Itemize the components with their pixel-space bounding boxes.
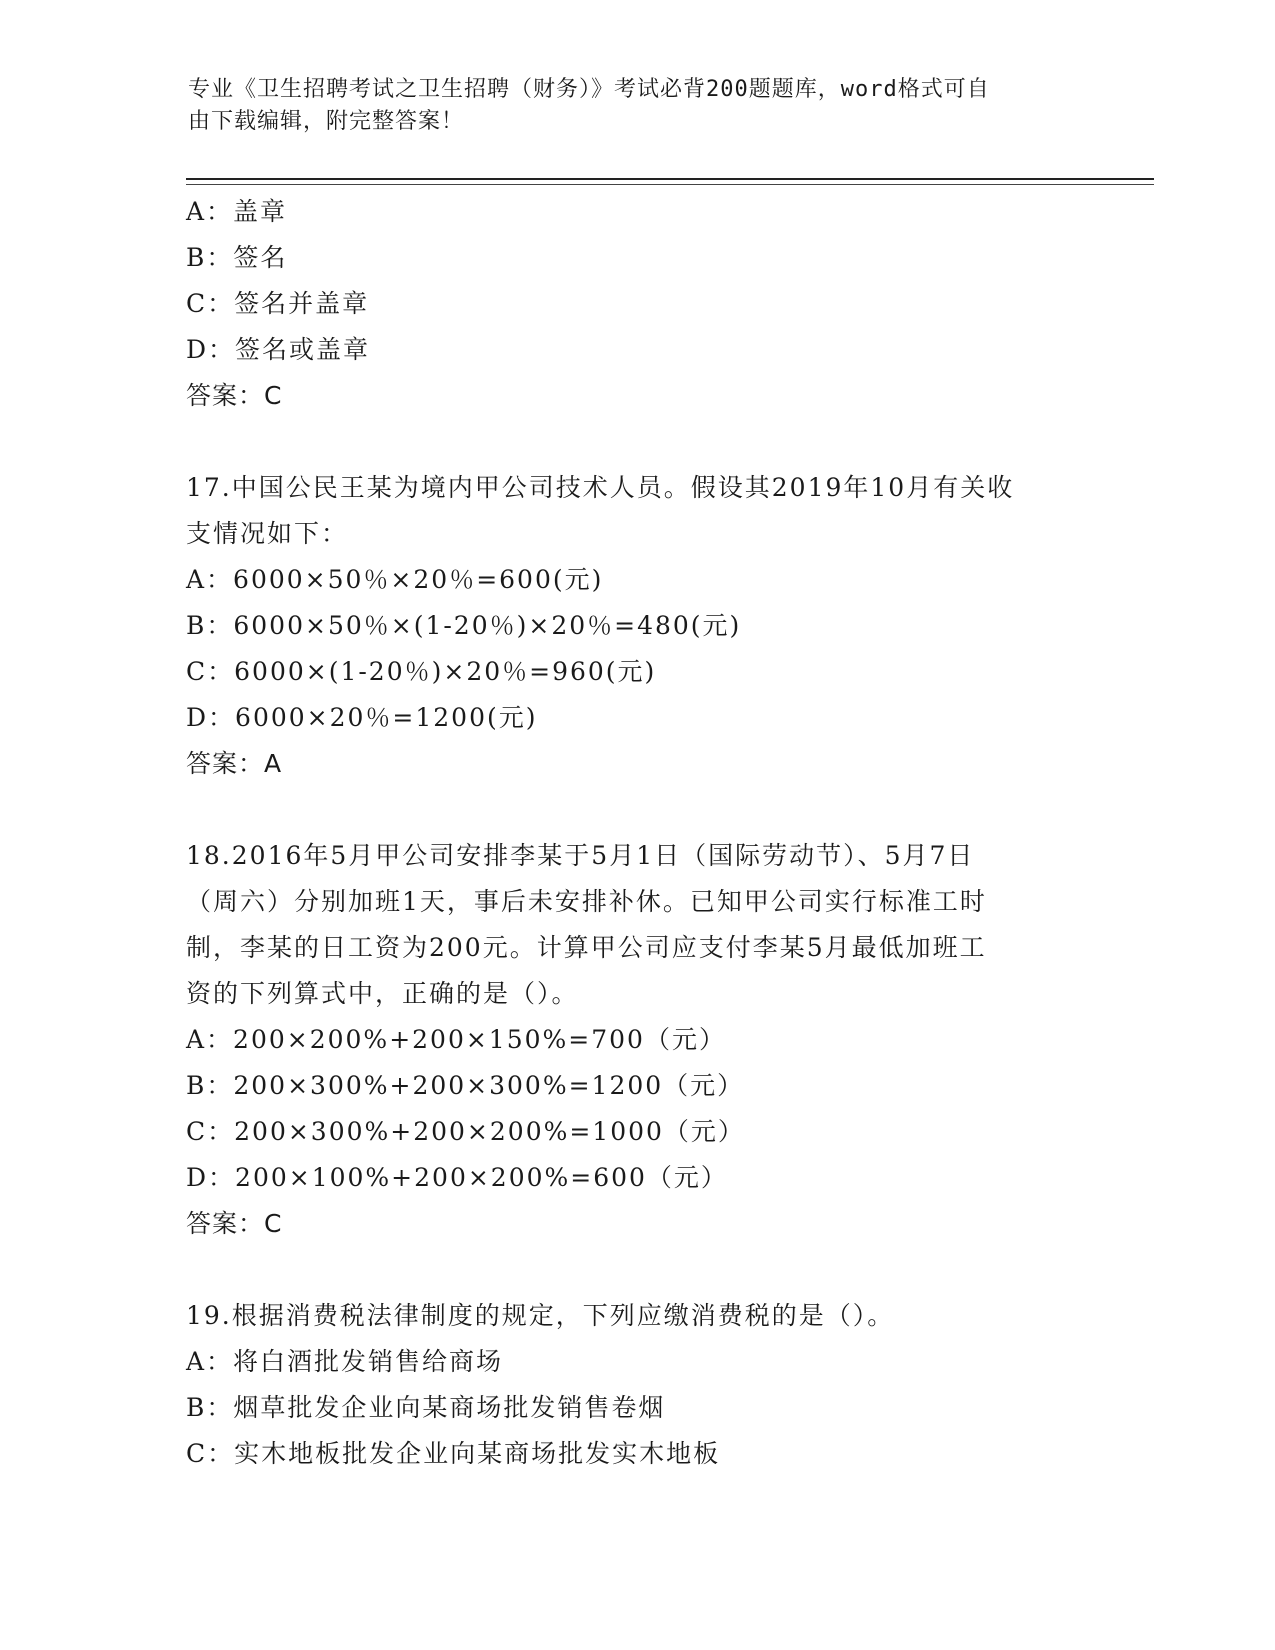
answer-line: 答案：C bbox=[186, 1209, 283, 1238]
question-stem: 18.2016年5月甲公司安排李某于5月1日（国际劳动节）、5月7日 bbox=[186, 841, 975, 870]
header-divider-thick bbox=[186, 178, 1154, 180]
option-b: B：烟草批发企业向某商场批发销售卷烟 bbox=[186, 1393, 666, 1422]
question-stem: 制，李某的日工资为200元。计算甲公司应支付李某5月最低加班工 bbox=[186, 933, 987, 962]
question-stem: 资的下列算式中，正确的是（）。 bbox=[186, 979, 579, 1008]
option-a: A：盖章 bbox=[186, 197, 288, 226]
option-a: A：将白酒批发销售给商场 bbox=[186, 1347, 504, 1376]
option-a: A：200×200%+200×150%=700（元） bbox=[186, 1025, 726, 1054]
option-d: D：200×100%+200×200%=600（元） bbox=[186, 1163, 728, 1192]
header-line-2: 由下载编辑，附完整答案！ bbox=[188, 109, 465, 134]
spacer bbox=[186, 419, 1086, 465]
option-b: B：6000×50％×(1-20％)×20％=480(元) bbox=[186, 611, 742, 640]
question-19 bbox=[186, 1293, 1086, 1477]
option-b: B：200×300%+200×300%=1200（元） bbox=[186, 1071, 745, 1100]
answer-line: 答案：A bbox=[186, 749, 283, 778]
option-c: C：6000×(1-20％)×20％=960(元) bbox=[186, 657, 657, 686]
option-c: C：签名并盖章 bbox=[186, 289, 370, 318]
question-stem: 支情况如下： bbox=[186, 519, 349, 548]
option-b: B：签名 bbox=[186, 243, 288, 272]
option-c: C：实木地板批发企业向某商场批发实木地板 bbox=[186, 1439, 721, 1468]
question-list bbox=[186, 189, 1086, 1477]
question-17 bbox=[186, 465, 1086, 787]
header-divider-thin bbox=[186, 184, 1154, 185]
spacer bbox=[186, 1247, 1086, 1293]
option-c: C：200×300%+200×200%=1000（元） bbox=[186, 1117, 745, 1146]
question-18 bbox=[186, 833, 1086, 1247]
answer-line: 答案：C bbox=[186, 381, 283, 410]
spacer bbox=[186, 787, 1086, 833]
question-16 bbox=[186, 189, 1086, 419]
option-d: D：6000×20％=1200(元) bbox=[186, 703, 538, 732]
question-stem: 19.根据消费税法律制度的规定，下列应缴消费税的是（）。 bbox=[186, 1301, 895, 1330]
question-stem: 17.中国公民王某为境内甲公司技术人员。假设其2019年10月有关收 bbox=[186, 473, 1015, 502]
option-d: D：签名或盖章 bbox=[186, 335, 371, 364]
document-header bbox=[188, 74, 1068, 138]
option-a: A：6000×50％×20％=600(元) bbox=[186, 565, 604, 594]
header-line-1: 专业《卫生招聘考试之卫生招聘（财务）》考试必背200题题库，word格式可自 bbox=[188, 77, 990, 102]
question-stem: （周六）分别加班1天，事后未安排补休。已知甲公司实行标准工时 bbox=[186, 887, 987, 916]
